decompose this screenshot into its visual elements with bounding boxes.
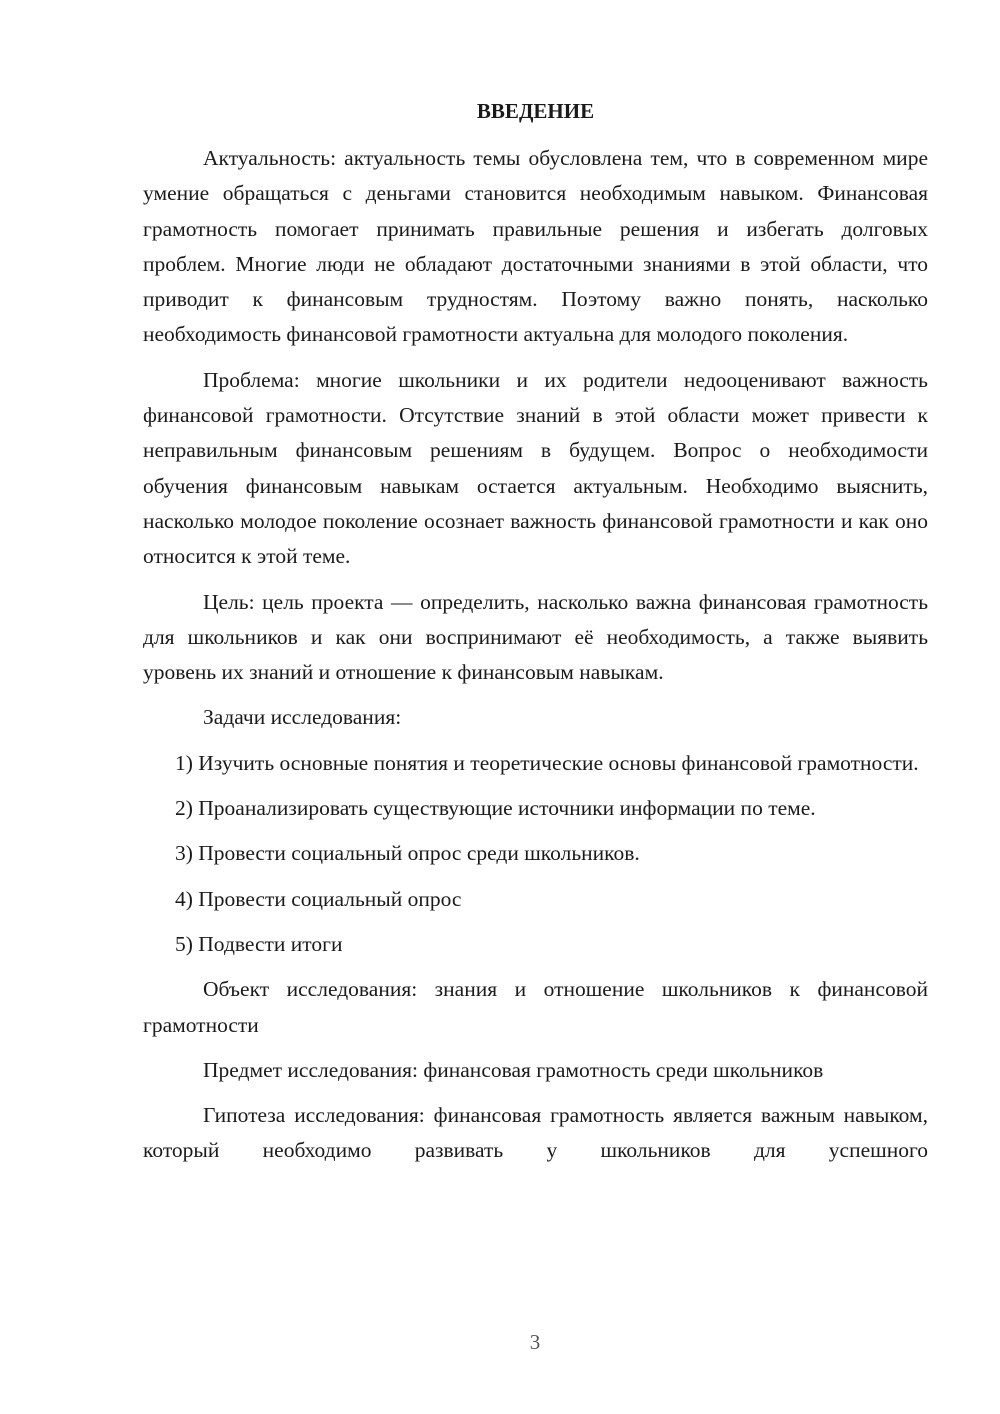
paragraph-relevance: Актуальность: актуальность темы обусловлена тем, что в современном мире умение обращаться с деньгами становится необходимым навыком. Финансовая грамотность помогает принимать правильные решения и избегать долговых проблем. Многие люди не обладают достаточными знаниями в этой области, что приводит к финансовым трудностям. Поэтому важно понять, насколько необходимость финансовой грамотности актуальна для молодого поколения. [143,146,928,347]
section-title: ВВЕДЕНИЕ [476,99,595,123]
tasks-heading: Задачи исследования: [203,705,402,730]
task-item-5: 5) Подвести итоги [175,931,343,956]
page-number: 3 [529,1330,541,1354]
paragraph-hypothesis: Гипотеза исследования: финансовая грамотность является важным навыком, который необходимо развивать у школьников для успешного [143,1103,928,1163]
task-item-2: 2) Проанализировать существующие источники информации по теме. [175,796,816,821]
task-item-3: 3) Провести социальный опрос среди школьников. [175,841,640,866]
task-item-1: 1) Изучить основные понятия и теоретические основы финансовой грамотности. [175,750,919,775]
paragraph-goal: Цель: цель проекта — определить, насколько важна финансовая грамотность для школьников и как они воспринимают её необходимость, а также выявить уровень их знаний и отношение к финансовым навыкам. [143,589,928,685]
paragraph-problem: Проблема: многие школьники и их родители недооценивают важность финансовой грамотности. Отсутствие знаний в этой области может привести к неправильным финансовым решениям в будущем. Вопрос о необходимости обучения финансовым навыкам остается актуальным. Необходимо выяснить, насколько молодое поколение осознает важность финансовой грамотности и как оно относится к этой теме. [143,367,928,569]
paragraph-object: Объект исследования: знания и отношение школьников к финансовой грамотности [143,977,928,1037]
paragraph-subject: Предмет исследования: финансовая грамотность среди школьников [203,1057,824,1082]
task-item-4: 4) Провести социальный опрос [175,886,462,911]
document-page [143,95,928,1179]
